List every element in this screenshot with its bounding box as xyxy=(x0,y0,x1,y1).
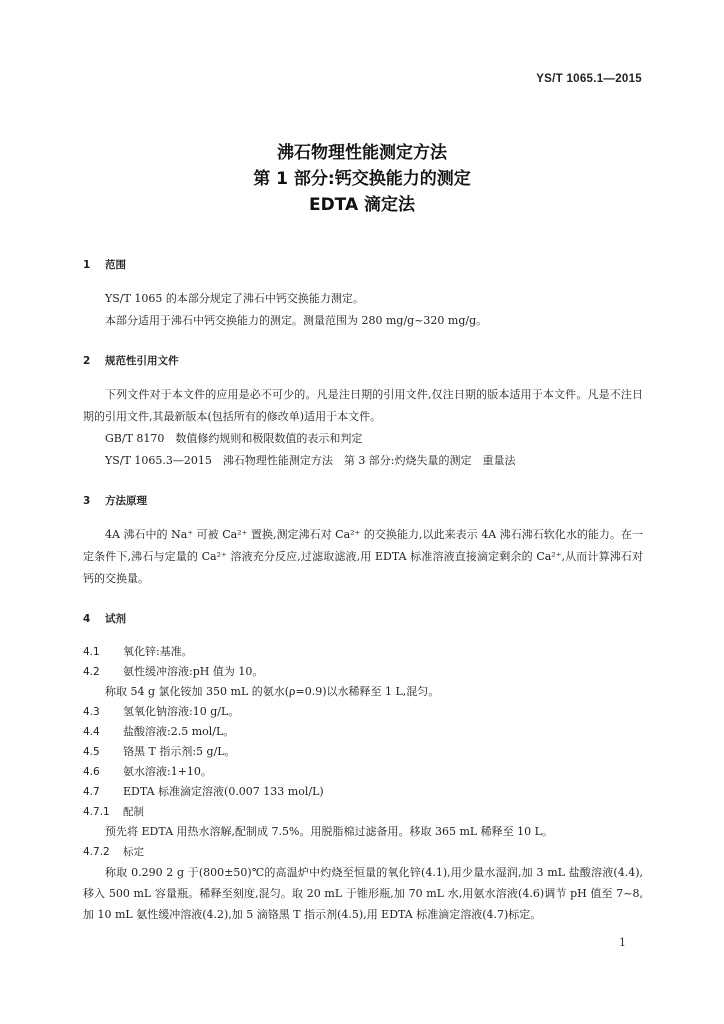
section-title: 范围 xyxy=(105,259,126,271)
section-number: 3 xyxy=(83,495,91,507)
subsection-title: 配制 xyxy=(123,806,144,818)
list-item xyxy=(83,742,643,762)
subsection-number: 4.7.2 xyxy=(83,846,110,858)
list-item xyxy=(83,762,643,782)
paragraph: 称取 0.290 2 g 于(800±50)℃的高温炉中灼烧至恒量的氧化锌(4.1),用少量水湿润,加 3 mL 盐酸溶液(4.4),移入 500 mL 容量瓶。稀释至刻度,混匀。取 20 mL 于锥形瓶,加 70 mL 水,用氨水溶液(4.6)调节 pH 值至 7~8,加 10 mL 氨性缓冲溶液(4.2),加 5 滴铬黑 T 指示剂(4.5),用 EDTA 标准滴定溶液(4.7)标定。 xyxy=(83,866,643,921)
title-line-1: 沸石物理性能测定方法 xyxy=(277,143,447,163)
subsection-title: 标定 xyxy=(123,846,144,858)
paragraph: 4A 沸石中的 Na⁺ 可被 Ca²⁺ 置换,测定沸石对 Ca²⁺ 的交换能力,以此来表示 4A 沸石沸石软化水的能力。在一定条件下,沸石与定量的 Ca²⁺ 溶液充分反应,过滤取滤液,用 EDTA 标准溶液直接滴定剩余的 Ca²⁺,从而计算沸石对钙的交换量。 xyxy=(83,528,643,585)
item-text: 盐酸溶液:2.5 mol/L。 xyxy=(123,725,235,738)
reference-item: YS/T 1065.3—2015 沸石物理性能测定方法 第 3 部分:灼烧失量的测定 重量法 xyxy=(105,454,516,467)
paragraph: 预先将 EDTA 用热水溶解,配制成 7.5%。用脱脂棉过滤备用。移取 365 mL 稀释至 10 L。 xyxy=(105,825,553,838)
item-number: 4.4 xyxy=(83,726,100,738)
section-number: 1 xyxy=(83,259,91,271)
section-heading-scope xyxy=(83,256,643,274)
item-number: 4.6 xyxy=(83,766,100,778)
section-title: 方法原理 xyxy=(105,495,147,507)
paragraph: 下列文件对于本文件的应用是必不可少的。凡是注日期的引用文件,仅注日期的版本适用于本文件。凡是不注日期的引用文件,其最新版本(包括所有的修改单)适用于本文件。 xyxy=(83,388,643,423)
list-item xyxy=(83,642,643,662)
item-number: 4.5 xyxy=(83,746,100,758)
item-text: 氧化锌:基准。 xyxy=(123,645,193,658)
item-number: 4.2 xyxy=(83,666,100,678)
reference-item: GB/T 8170 数值修约规则和极限数值的表示和判定 xyxy=(105,432,363,445)
section-number: 4 xyxy=(83,613,91,625)
page-number: 1 xyxy=(619,936,626,949)
item-number: 4.3 xyxy=(83,706,100,718)
item-number: 4.1 xyxy=(83,646,100,658)
paragraph: YS/T 1065 的本部分规定了沸石中钙交换能力测定。 xyxy=(105,292,364,305)
document-title xyxy=(0,140,724,218)
document-body xyxy=(83,256,643,925)
subsection-heading-calibration xyxy=(83,842,643,862)
section-title: 规范性引用文件 xyxy=(105,355,179,367)
section-heading-reagents xyxy=(83,610,643,628)
section-title: 试剂 xyxy=(105,613,126,625)
list-item xyxy=(83,662,643,682)
subsection-number: 4.7.1 xyxy=(83,806,110,818)
paragraph: 本部分适用于沸石中钙交换能力的测定。测量范围为 280 mg/g~320 mg/g。 xyxy=(105,314,488,327)
subsection-heading-preparation xyxy=(83,802,643,822)
standard-code: YS/T 1065.1—2015 xyxy=(536,73,642,85)
title-line-2: 第 1 部分:钙交换能力的测定 xyxy=(253,169,471,189)
item-text: 氨水溶液:1+10。 xyxy=(123,765,212,778)
item-text: 铬黑 T 指示剂:5 g/L。 xyxy=(123,745,236,758)
item-text: EDTA 标准滴定溶液(0.007 133 mol/L) xyxy=(123,785,324,798)
item-text: 氨性缓冲溶液:pH 值为 10。 xyxy=(123,665,264,678)
list-item xyxy=(83,702,643,722)
item-detail: 称取 54 g 氯化铵加 350 mL 的氨水(ρ=0.9)以水稀释至 1 L,混匀。 xyxy=(105,685,440,698)
section-heading-normative-references xyxy=(83,352,643,370)
list-item xyxy=(83,722,643,742)
item-number: 4.7 xyxy=(83,786,100,798)
section-number: 2 xyxy=(83,355,91,367)
title-line-3: EDTA 滴定法 xyxy=(308,195,416,215)
section-heading-principle xyxy=(83,492,643,510)
item-text: 氢氧化钠溶液:10 g/L。 xyxy=(123,705,240,718)
list-item xyxy=(83,782,643,802)
